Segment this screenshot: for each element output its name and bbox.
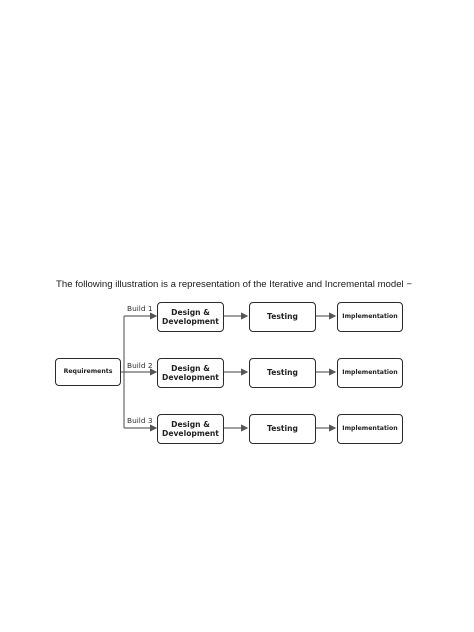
implementation-box-build-1 (337, 302, 403, 332)
design-development-box-build-2 (157, 358, 224, 388)
design-line-1: Design & (171, 307, 210, 317)
requirements-label: Requirements (63, 368, 113, 376)
implementation-label: Implementation (342, 313, 398, 321)
testing-box-build-1 (249, 302, 316, 332)
implementation-box-build-3 (337, 414, 403, 444)
build-1-label: Build 1 (127, 304, 153, 313)
build-3-label: Build 3 (127, 416, 153, 425)
design-line-2: Development (162, 317, 219, 326)
testing-label: Testing (267, 312, 298, 322)
design-development-box-build-1 (157, 302, 224, 332)
testing-box-build-3 (249, 414, 316, 444)
build-2-label: Build 2 (127, 361, 153, 370)
iterative-incremental-diagram (50, 296, 422, 456)
requirements-box (55, 358, 121, 386)
figure-caption: The following illustration is a representation of the Iterative and Incremental model − (56, 279, 412, 290)
design-development-box-build-3 (157, 414, 224, 444)
testing-label: Testing (267, 424, 298, 434)
implementation-label: Implementation (342, 369, 398, 377)
design-line-1: Design & (171, 419, 210, 429)
design-line-2: Development (162, 373, 219, 382)
implementation-label: Implementation (342, 425, 398, 433)
design-line-1: Design & (171, 363, 210, 373)
testing-label: Testing (267, 368, 298, 378)
design-line-2: Development (162, 429, 219, 438)
testing-box-build-2 (249, 358, 316, 388)
implementation-box-build-2 (337, 358, 403, 388)
